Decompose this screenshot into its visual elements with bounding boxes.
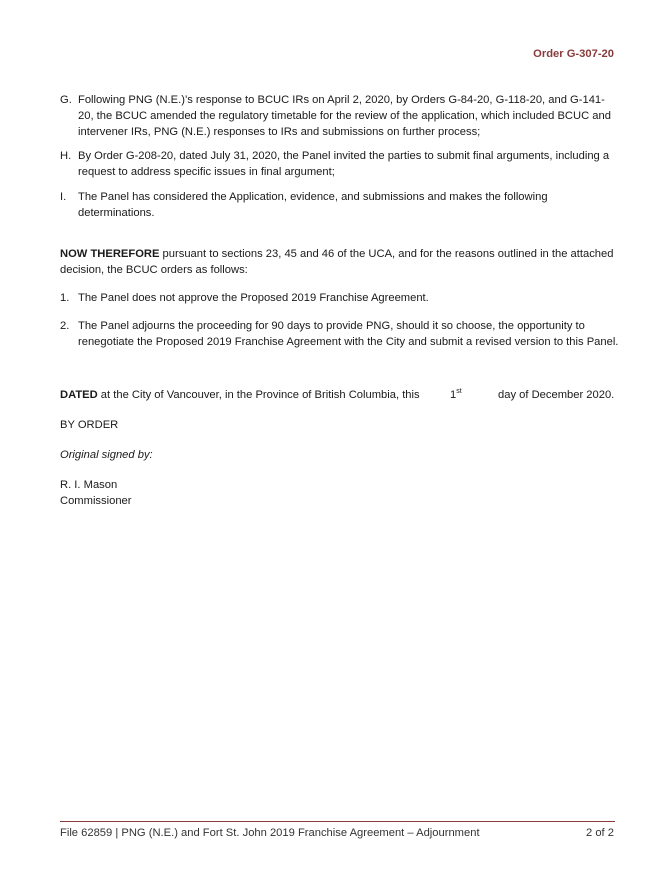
dated-text: at the City of Vancouver, in the Province of British Columbia, this [97, 389, 420, 401]
recital-marker: I. [60, 191, 67, 203]
signatory-name: R. I. Mason [60, 479, 118, 491]
now-therefore-text: pursuant to sections 23, 45 and 46 of the UCA, and for the reasons outlined in the attached decision, the BCUC orders as follows: [60, 248, 614, 276]
recital-text: By Order G-208-20, dated July 31, 2020, the Panel invited the parties to submit final arguments, including a request to address specific issues in final argument; [78, 150, 610, 178]
signatory-title: Commissioner [60, 495, 132, 507]
order-marker: 2. [60, 320, 70, 332]
dated-lead: DATED [60, 389, 98, 401]
footer-file-reference: File 62859 | PNG (N.E.) and Fort St. John 2019 Franchise Agreement – Adjournment [60, 827, 480, 839]
order-text: The Panel adjourns the proceeding for 90 days to provide PNG, should it so choose, the opportunity to renegotiate the Proposed 2019 Franchise Agreement with the City and submit a revised version to this Panel. [78, 320, 619, 348]
order-item-2 [60, 318, 620, 350]
by-order: BY ORDER [60, 419, 119, 431]
recital-i [60, 189, 620, 221]
recital-marker: H. [60, 150, 72, 162]
order-text: The Panel does not approve the Proposed 2019 Franchise Agreement. [78, 292, 429, 304]
dated-month: day of December 2020. [498, 389, 615, 401]
dated-day-number: 1 [450, 389, 457, 401]
signature-block [60, 477, 132, 509]
order-marker: 1. [60, 292, 70, 304]
now-therefore-paragraph [60, 246, 620, 278]
recital-text: The Panel has considered the Application, evidence, and submissions and makes the following determinations. [78, 191, 548, 219]
footer-divider [60, 821, 615, 822]
now-therefore-lead: NOW THEREFORE [60, 248, 160, 260]
recital-marker: G. [60, 94, 72, 106]
footer-page-number: 2 of 2 [586, 827, 614, 839]
recital-g [60, 92, 620, 140]
recital-text: Following PNG (N.E.)’s response to BCUC IRs on April 2, 2020, by Orders G-84-20, G-118-20, and G-141-20, the BCUC amended the regulatory timetable for the review of the application, which included BCUC and intervener IRs, PNG (N.E.) responses to IRs and submissions on further process; [78, 94, 611, 138]
original-signed: Original signed by: [60, 449, 153, 461]
dated-day [450, 387, 462, 403]
dated-day-suffix: st [456, 388, 462, 395]
dated-line [60, 387, 615, 403]
order-item-1 [60, 290, 620, 306]
dated-statement [60, 389, 420, 401]
order-number: Order G-307-20 [533, 48, 614, 60]
recital-h [60, 148, 620, 180]
